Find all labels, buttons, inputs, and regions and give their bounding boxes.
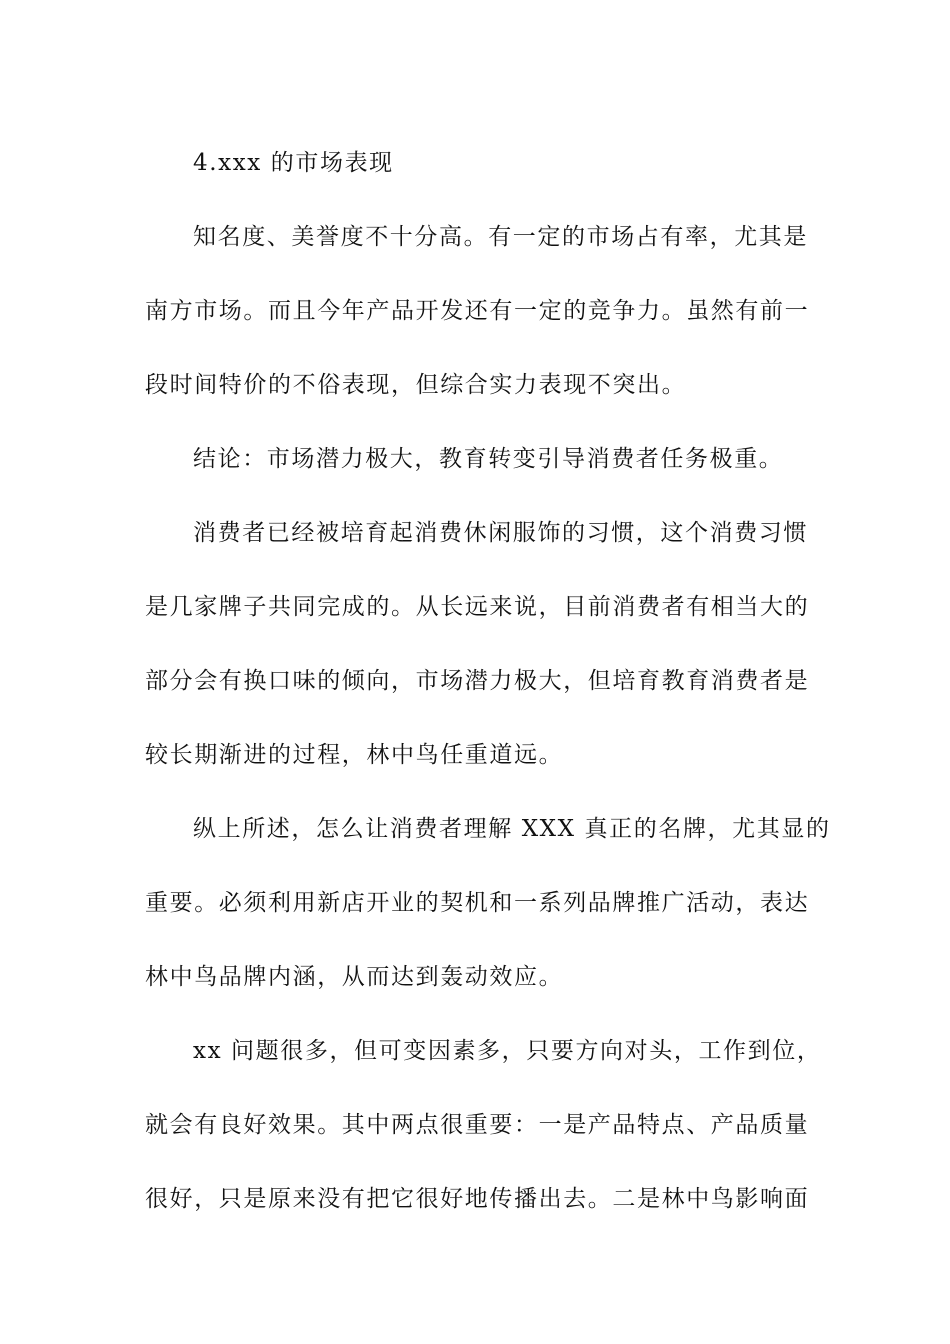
- paragraph-line: 段时间特价的不俗表现，但综合实力表现不突出。: [145, 372, 687, 398]
- paragraph-line: 林中鸟品牌内涵，从而达到轰动效应。: [145, 964, 564, 990]
- paragraph-line: 消费者已经被培育起消费休闲服饰的习惯，这个消费习惯: [193, 520, 808, 546]
- section-heading: 4.xxx 的市场表现: [193, 150, 394, 176]
- paragraph-line: 知名度、美誉度不十分高。有一定的市场占有率，尤其是: [193, 224, 808, 250]
- paragraph-line: 南方市场。而且今年产品开发还有一定的竞争力。虽然有前一: [145, 298, 810, 324]
- paragraph-conclusion: [145, 422, 805, 496]
- document-body: [145, 126, 831, 1236]
- paragraph-line: 较长期渐进的过程，林中鸟任重道远。: [145, 742, 564, 768]
- paragraph-line: 就会有良好效果。其中两点很重要：一是产品特点、产品质量: [145, 1112, 810, 1138]
- paragraph-summary: [145, 792, 831, 1014]
- paragraph-line: xx 问题很多，但可变因素多，只要方向对头，工作到位，: [193, 1038, 822, 1064]
- paragraph-line: 重要。必须利用新店开业的契机和一系列品牌推广活动，表达: [145, 890, 810, 916]
- paragraph-line: 是几家牌子共同完成的。从长远来说，目前消费者有相当大的: [145, 594, 810, 620]
- paragraph-line: 结论：市场潜力极大，教育转变引导消费者任务极重。: [193, 446, 784, 472]
- paragraph-problems: [145, 1014, 822, 1236]
- paragraph-consumer-habits: [145, 496, 810, 792]
- paragraph-line: 很好，只是原来没有把它很好地传播出去。二是林中鸟影响面: [145, 1186, 810, 1212]
- paragraph-line: 纵上所述，怎么让消费者理解 XXX 真正的名牌，尤其显的: [193, 816, 831, 842]
- paragraph-line: 部分会有换口味的倾向，市场潜力极大，但培育教育消费者是: [145, 668, 810, 694]
- paragraph-market-performance: [145, 200, 810, 422]
